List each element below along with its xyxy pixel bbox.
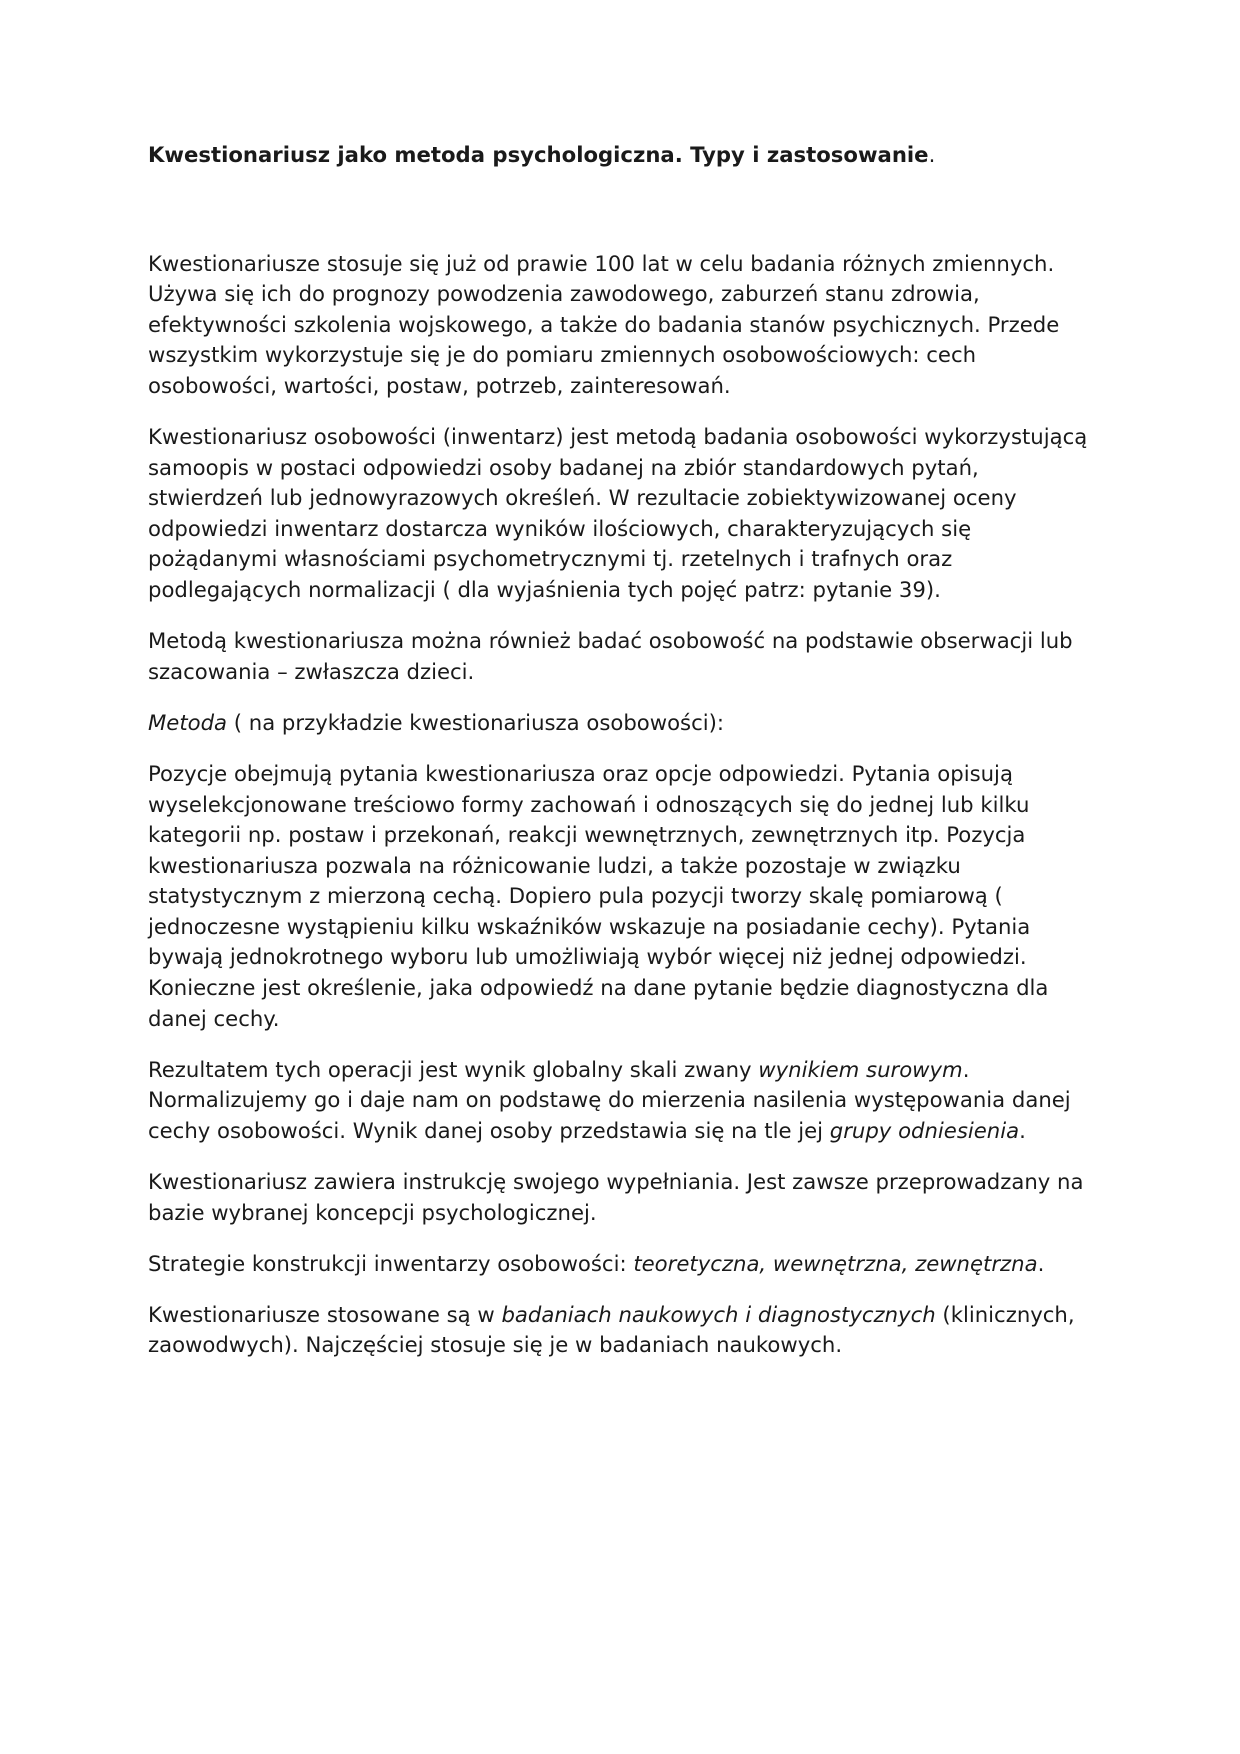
paragraph-applications xyxy=(148,1300,1093,1361)
applications-text-b: (klinicznych, zaowodwych). Najczęściej stosuje się je w badaniach naukowych. xyxy=(148,1301,1075,1358)
title-period: . xyxy=(928,142,936,167)
paragraph-strategies xyxy=(148,1249,1093,1280)
document-title xyxy=(148,140,1093,171)
paragraph-raw-score xyxy=(148,1055,1093,1147)
paragraph-observation: Metodą kwestionariusza można również badać osobowość na podstawie obserwacji lub szacowania – zwłaszcza dzieci. xyxy=(148,628,1073,684)
applications-text-a: Kwestionariusze stosowane są w xyxy=(148,1301,502,1327)
paragraph-definition: Kwestionariusz osobowości (inwentarz) jest metodą badania osobowości wykorzystującą samoopis w postaci odpowiedzi osoby badanej na zbiór standardowych pytań, stwierdzeń lub jednowyrazowych określeń. W rezultacie zobiektywizowanej oceny odpowiedzi inwentarz dostarcza wyników ilościowych, charakteryzujących się pożądanymi własnościami psychometrycznymi tj. rzetelnych i trafnych oraz podlegających normalizacji ( dla wyjaśnienia tych pojęć patrz: pytanie 39). xyxy=(148,424,1088,603)
method-label: Metoda xyxy=(148,709,228,735)
paragraph-instructions: Kwestionariusz zawiera instrukcję swojego wypełniania. Jest zawsze przeprowadzany na bazie wybranej koncepcji psychologicznej. xyxy=(148,1169,1084,1225)
method-note: ( na przykładzie kwestionariusza osobowości): xyxy=(227,709,725,735)
strategies-list: teoretyczna, wewnętrzna, zewnętrzna xyxy=(633,1250,1038,1276)
raw-score-text-end: . xyxy=(1019,1117,1026,1143)
raw-score-text-a: Rezultatem tych operacji jest wynik globalny skali zwany xyxy=(148,1056,759,1082)
title-text: Kwestionariusz jako metoda psychologiczna. Typy i zastosowanie xyxy=(148,142,929,167)
paragraph-items: Pozycje obejmują pytania kwestionariusza oraz opcje odpowiedzi. Pytania opisują wyselekcjonowane treściowo formy zachowań i odnoszących się do jednej lub kilku kategorii np. postaw i przekonań, reakcji wewnętrznych, zewnętrznych itp. Pozycja kwestionariusza pozwala na różnicowanie ludzi, a także pozostaje w związku statystycznym z mierzoną cechą. Dopiero pula pozycji tworzy skalę pomiarową ( jednoczesne wystąpieniu kilku wskaźników wskazuje na posiadanie cechy). Pytania bywają jednokrotnego wyboru lub umożliwiają wybór więcej niż jednej odpowiedzi. Konieczne jest określenie, jaka odpowiedź na dane pytanie będzie diagnostyczna dla danej cechy. xyxy=(148,760,1049,1031)
strategies-text: Strategie konstrukcji inwentarzy osobowości: xyxy=(148,1250,634,1276)
strategies-end: . xyxy=(1037,1250,1045,1276)
raw-score-term: wynikiem surowym xyxy=(758,1056,963,1082)
paragraph-method-heading xyxy=(148,708,1093,739)
paragraph-intro: Kwestionariusze stosuje się już od prawie 100 lat w celu badania różnych zmiennych. Używa się ich do prognozy powodzenia zawodowego, zaburzeń stanu zdrowia, efektywności szkolenia wojskowego, a także do badania stanów psychicznych. Przede wszystkim wykorzystuje się je do pomiaru zmiennych osobowościowych: cech osobowości, wartości, postaw, potrzeb, zainteresowań. xyxy=(148,250,1060,398)
applications-term: badaniach naukowych i diagnostycznych xyxy=(501,1301,936,1327)
document-page xyxy=(148,140,1093,1382)
raw-score-text-b: . Normalizujemy go i daje nam on podstawę do mierzenia nasilenia występowania danej cechy osobowości. Wynik danej osoby przedstawia się na tle jej xyxy=(148,1056,1071,1143)
reference-group-term: grupy odniesienia xyxy=(829,1117,1020,1143)
